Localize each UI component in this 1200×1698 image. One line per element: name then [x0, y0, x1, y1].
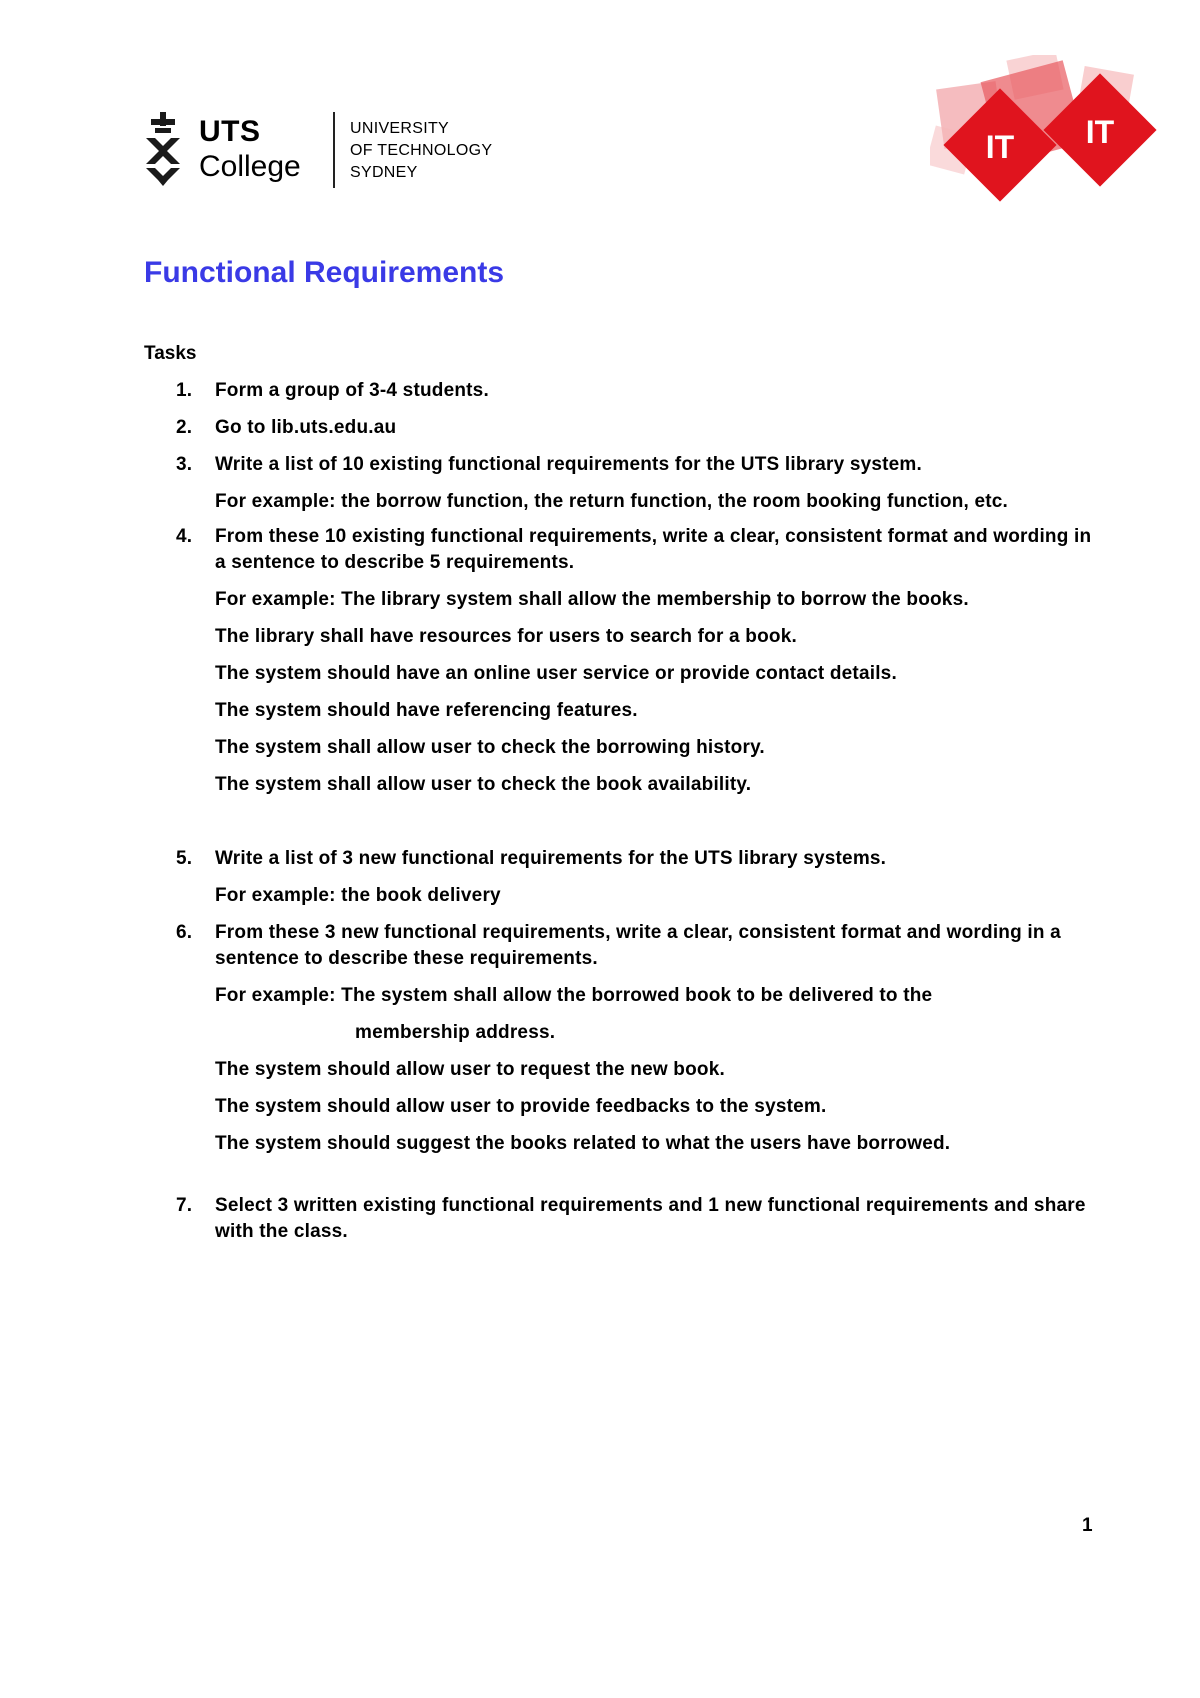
item-text: From these 3 new functional requirements, write a clear, consistent format and wording in a sentence to describe these requirements. — [215, 922, 1061, 969]
item-text: Write a list of 10 existing functional requirements for the UTS library system. — [215, 454, 923, 475]
example-text: The system shall allow user to check the book availability. — [215, 774, 752, 795]
example-text: For example: The system shall allow the borrowed book to be delivered to the — [215, 985, 933, 1006]
logo-uts-text: UTS — [199, 115, 261, 148]
list-item — [144, 1193, 1104, 1245]
example-text: The system should suggest the books related to what the users have borrowed. — [215, 1133, 951, 1154]
logo-college-text: College — [199, 150, 301, 183]
example-text: For example: the borrow function, the return function, the room booking function, etc. — [215, 491, 1009, 512]
it-badge-left-text: IT — [985, 129, 1015, 165]
item-number: 4. — [176, 526, 193, 547]
item-text: From these 10 existing functional requirements, write a clear, consistent format and wording in a sentence to describe 5 requirements. — [215, 526, 1092, 573]
list-item — [144, 920, 1104, 972]
list-item — [144, 524, 1104, 576]
example-text: The system should have an online user service or provide contact details. — [215, 663, 897, 684]
list-item — [144, 452, 1104, 478]
page-header — [0, 0, 1200, 230]
item-number: 1. — [176, 380, 193, 401]
example-text: The system should allow user to request the new book. — [215, 1059, 725, 1080]
example-text: For example: The library system shall allow the membership to borrow the books. — [215, 589, 969, 610]
example-text: The system should have referencing features. — [215, 700, 638, 721]
example-text: The system shall allow user to check the borrowing history. — [215, 737, 765, 758]
task-list — [144, 378, 1104, 1245]
list-item — [144, 846, 1104, 872]
item-text: Write a list of 3 new functional requirements for the UTS library systems. — [215, 848, 887, 869]
it-badge-graphic — [930, 55, 1180, 215]
list-item — [144, 378, 1104, 404]
item-number: 3. — [176, 454, 193, 475]
item-text: Select 3 written existing functional requirements and 1 new functional requirements and share with the class. — [215, 1195, 1086, 1242]
item-text: Go to lib.uts.edu.au — [215, 417, 397, 438]
uts-crest-icon — [143, 112, 183, 186]
list-item — [144, 415, 1104, 441]
item-text: Form a group of 3-4 students. — [215, 380, 489, 401]
example-text: membership address. — [355, 1022, 556, 1043]
logo-divider — [333, 112, 335, 188]
page-title: Functional Requirements — [144, 256, 505, 289]
tasks-heading: Tasks — [144, 343, 197, 364]
item-number: 7. — [176, 1195, 193, 1216]
university-name: UNIVERSITY OF TECHNOLOGY SYDNEY — [350, 120, 493, 181]
example-text: For example: the book delivery — [215, 885, 501, 906]
it-badge-right-text: IT — [1085, 114, 1115, 150]
example-text: The system should allow user to provide feedbacks to the system. — [215, 1096, 827, 1117]
item-number: 6. — [176, 922, 193, 943]
item-number: 5. — [176, 848, 193, 869]
item-number: 2. — [176, 417, 193, 438]
page-number: 1 — [1082, 1515, 1093, 1536]
example-text: The library shall have resources for users to search for a book. — [215, 626, 797, 647]
